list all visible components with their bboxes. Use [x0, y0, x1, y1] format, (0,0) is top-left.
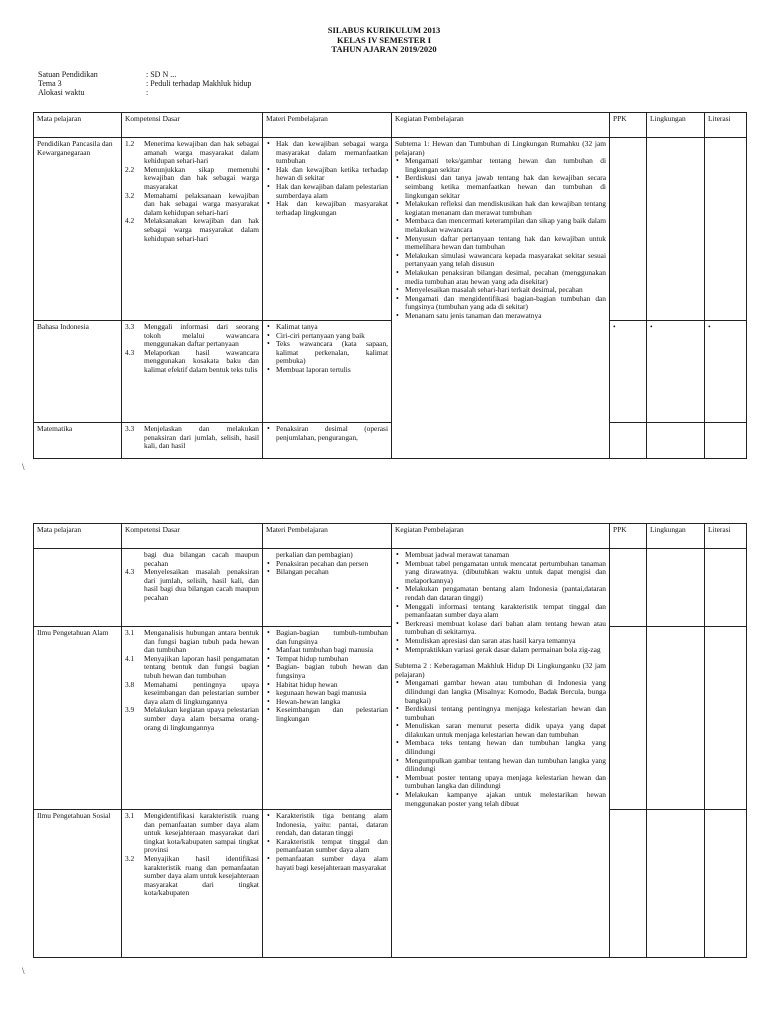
list-item: • Berdiskusi tentang pentingnya menjaga kelestarian hewan dan tumbuhan: [395, 705, 606, 722]
list-item: • Hak dan kewajiban dalam pelestarian sumberdaya alam: [266, 183, 388, 200]
list-item: • Membuat jadwal merawat tanaman: [395, 551, 606, 560]
col-header-lingkungan: Lingkungan: [647, 524, 705, 549]
identity-block: [38, 70, 251, 97]
lingkungan-pkn: [647, 138, 705, 321]
list-item: • Mengumpulkan gambar tentang hewan dan tumbuhan langka yang dilindungi: [395, 757, 606, 774]
document-title: [0, 26, 768, 55]
list-item: • Karakteristik tiga bentang alam Indonesia, yaitu: pantai, dataran rendah, dan dataran tinggi: [266, 812, 388, 838]
list-item: • Mengamati teks/gambar tentang hewan dan tumbuhan di lingkungan sekitar: [395, 157, 606, 174]
list-item: • Mempraktikkan variasi gerak dasar dalam permainan bola zig-zag: [395, 646, 606, 655]
lingkungan-mtk: [647, 423, 705, 459]
materi-bindo: [263, 321, 392, 423]
ppk-mtk-cont: [610, 549, 647, 627]
list-item: • Hak dan kewajiban masyarakat terhadap lingkungan: [266, 200, 388, 217]
list-item: • Melakukan simulasi wawancara kepada masyarakat sekitar sesuai pertanyaan yang telah disusun: [395, 252, 606, 269]
list-item: • Menggali informasi tentang karakteristik tempat tinggal dan pemanfaatan sumber daya alam: [395, 603, 606, 620]
subject-pkn: Pendidikan Pancasila dan Kewarganegaraan: [34, 138, 122, 321]
kd-ips: 3.1 Mengidentifikasi karakteristik ruang dan pemanfaatan sumber daya alam untuk kesejahteraan masyarakat dari tingkat kota/kabupaten sampai tingkat provinsi 3.2 Menyajikan hasil identifikasi karakteristik ruang dan pemanfaatan sumber daya alam untuk kesejahteraan masyarakat dari tingkat kota/kabupaten: [122, 810, 263, 958]
kd-pkn: 1.2 Menerima kewajiban dan hak sebagai amanah warga masyarakat dalam kehidupan sehari-hari 2.2 Menunjukkan sikap memenuhi kewajiban dan hak sebagai warga masyarakat 3.2 Memahami pelaksanaan kewajiban dan hak sebagai warga masyarakat dalam kehidupan sehari-hari 4.2 Melaksanakan kewajiban dan hak sebagai warga masyarakat dalam kehidupan sehari-hari: [122, 138, 263, 321]
materi-pkn: [263, 138, 392, 321]
kegiatan-page1: [392, 138, 610, 459]
list-item: • kegunaan hewan bagi manusia: [266, 689, 388, 698]
list-item: • Hak dan kewajiban ketika terhadap hewan di sekitar: [266, 166, 388, 183]
list-item: • Teks wawancara (kata sapaan, kalimat perkenalan, kalimat pembuka): [266, 340, 388, 366]
subject-mtk: Matematika: [34, 423, 122, 459]
list-item: • Menuliskan apresiasi dan saran atas hasil karya temannya: [395, 637, 606, 646]
kd-mtk-cont: bagi dua bilangan cacah maupun pecahan 4.3 Menyelesaikan masalah penaksiran dari jumlah, selisih, hasil kali, dan hasil bagi dua bilangan cacah maupun pecahan: [122, 549, 263, 627]
col-header-kegiatan: Kegiatan Pembelajaran: [392, 524, 610, 549]
list-item: • Menuliskan saran menurut peserta didik upaya yang dapat dilakukan untuk menjaga kelestarian hewan dan tumbuhan: [395, 722, 606, 739]
page-mark: \: [22, 966, 25, 976]
subject-bindo: Bahasa Indonesia: [34, 321, 122, 423]
table-row-mtk: [34, 423, 747, 459]
col-header-subject: Mata pelajaran: [34, 113, 122, 138]
list-item: • Membaca dan mencermati keterampilan dan sikap yang baik dalam melakukan wawancara: [395, 217, 606, 234]
col-header-subject: Mata pelajaran: [34, 524, 122, 549]
col-header-ppk: PPK: [610, 524, 647, 549]
list-item: • Membuat laporan tertulis: [266, 366, 388, 375]
col-header-materi: Materi Pembelajaran: [263, 113, 392, 138]
list-item: • Melakukan kampanye ajakan untuk melestarikan hewan menggunakan poster yang telah dibuat: [395, 791, 606, 808]
header-row: [34, 524, 747, 549]
materi-mtk: [263, 423, 392, 459]
ppk-pkn: [610, 138, 647, 321]
col-header-ppk: PPK: [610, 113, 647, 138]
subtheme-2-title: Subtema 2 : Keberagaman Makhluk Hidup Di Lingkunganku (32 jam pelajaran): [395, 661, 606, 679]
list-item: • Membuat poster tentang upaya menjaga kelestarian hewan dan tumbuhan langka dan dilindungi: [395, 774, 606, 791]
theme-label: Tema 3: [38, 79, 62, 88]
col-header-literasi: Literasi: [705, 524, 747, 549]
list-item: • Mengamati gambar hewan atau tumbuhan di Indonesia yang dilindungi dan langka (Misalnya: Komodo, Badak Bercula, bunga bangkai): [395, 679, 606, 705]
list-item: • Karakteristik tempat tinggal dan pemanfaatan sumber daya alam: [266, 838, 388, 855]
literasi-ips: [705, 810, 747, 958]
list-item: • Tempat hidup tumbuhan: [266, 655, 388, 664]
list-item: • Membaca teks tentang hewan dan tumbuhan langka yang dilindungi: [395, 739, 606, 756]
materi-ips: [263, 810, 392, 958]
subtheme-1-title: Subtema 1: Hewan dan Tumbuhan di Lingkungan Rumahku (32 jam pelajaran): [395, 139, 606, 157]
page-mark: \: [22, 462, 25, 472]
table-row-pkn: [34, 138, 747, 321]
list-item: • Menyelesaikan masalah sehari-hari terkait desimal, pecahan: [395, 286, 606, 295]
col-header-lingkungan: Lingkungan: [647, 113, 705, 138]
col-header-kd: Kompetensi Dasar: [122, 113, 263, 138]
school-label: Satuan Pendidikan: [38, 70, 98, 79]
list-item: • Berdiskusi dan tanya jawab tentang hak dan kewajiban secara seimbang ketika memanfaatkan hewan dan tumbuhan di lingkungan sekitar: [395, 174, 606, 200]
list-item: • Bagian- bagian tubuh hewan dan fungsinya: [266, 663, 388, 680]
ppk-ipa: [610, 627, 647, 810]
col-header-materi: Materi Pembelajaran: [263, 524, 392, 549]
kd-mtk: 3.3 Menjelaskan dan melakukan penaksiran dari jumlah, selisih, hasil kali, dan hasil: [122, 423, 263, 459]
list-item: • Berkreasi membuat kolase dari bahan alam tentang hewan atau tumbuhan di sekitarnya.: [395, 620, 606, 637]
list-item: • Hewan-hewan langka: [266, 698, 388, 707]
list-item: • Keseimbangan dan pelestarian lingkungan: [266, 706, 388, 723]
list-item: • Bilangan pecahan: [266, 568, 388, 577]
title-line-3: TAHUN AJARAN 2019/2020: [331, 44, 437, 54]
ppk-ips: [610, 810, 647, 958]
school-value: : SD N ...: [146, 70, 177, 79]
list-item: • Penaksiran pecahan dan persen: [266, 560, 388, 569]
table-row-mtk-cont: [34, 549, 747, 627]
list-item: • Habitat hidup hewan: [266, 681, 388, 690]
list-item: • Manfaat tumbuhan bagi manusia: [266, 646, 388, 655]
kegiatan-page2: [392, 549, 610, 958]
literasi-mtk-cont: [705, 549, 747, 627]
materi-mtk-cont: perkalian dan pembagian) • Penaksiran pecahan dan persen • Bilangan pecahan: [263, 549, 392, 627]
list-item: • Melakukan penaksiran bilangan desimal, pecahan (menggunakan media tumbuhan atau hewan yang ada disekitar): [395, 269, 606, 286]
kd-ipa: 3.1 Menganalisis hubungan antara bentuk dan fungsi bagian tubuh pada hewan dan tumbuhan 4.1 Menyajikan laporan hasil pengamatan tentang bentuk dan fungsi bagian tubuh hewan dan tumbuhan 3.8 Memahami pentingnya upaya keseimbangan dan pelestarian sumber daya alam di lingkungannya 3.9 Melakukan kegiatan upaya pelestarian sumber daya alam bersama orang-orang di lingkungannya: [122, 627, 263, 810]
title-line-2: KELAS IV SEMESTER I: [336, 34, 432, 45]
lingkungan-ipa: [647, 627, 705, 810]
literasi-ipa: [705, 627, 747, 810]
lingkungan-mtk-cont: [647, 549, 705, 627]
time-value: :: [146, 88, 149, 97]
list-item: • Kalimat tanya: [266, 323, 388, 332]
list-item: • Melakukan refleksi dan mendiskusikan hak dan kewajiban tentang kegiatan menanam dan merawat tumbuhan: [395, 200, 606, 217]
subject-ipa: Ilmu Pengetahuan Alam: [34, 627, 122, 810]
list-item: • Mengamati dan mengidentifikasi bagian-bagian tumbuhan dan fungsinya (tumbuhan yang ada di sekitar): [395, 295, 606, 312]
col-header-kd: Kompetensi Dasar: [122, 524, 263, 549]
header-row: [34, 113, 747, 138]
ppk-mtk: [610, 423, 647, 459]
col-header-kegiatan: Kegiatan Pembelajaran: [392, 113, 610, 138]
lingkungan-ips: [647, 810, 705, 958]
materi-ipa: [263, 627, 392, 810]
literasi-mtk: [705, 423, 747, 459]
list-item: • Membuat tabel pengamatan untuk mencatat pertumbuhan tanaman yang dirawatnya. (dibutuhkan waktu untuk dapat mengisi dan melaporkannya): [395, 560, 606, 586]
list-item: • Bagian-bagian tumbuh-tumbuhan dan fungsinya: [266, 629, 388, 646]
lingkungan-bindo: •: [647, 321, 705, 423]
list-item: • Menanam satu jenis tanaman dan merawatnya: [395, 312, 606, 321]
table-row-ipa: [34, 627, 747, 810]
subject-mtk-cont: [34, 549, 122, 627]
kd-bindo: 3.3 Menggali informasi dari seorang tokoh melalui wawancara menggunakan daftar pertanyaan 4.3 Melaporkan hasil wawancara menggunakan kosakata baku dan kalimat efektif dalam bentuk teks tulis: [122, 321, 263, 423]
list-item: • Ciri-ciri pertanyaan yang baik: [266, 332, 388, 341]
list-item: • Menyusun daftar pertanyaan tentang hak dan kewajiban untuk memelihara hewan dan tumbuhan: [395, 235, 606, 252]
title-line-1: SILABUS KURIKULUM 2013: [327, 25, 441, 35]
col-header-literasi: Literasi: [705, 113, 747, 138]
list-item: • Melakukan pengamatan bentang alam Indonesia (pantai,dataran rendah dan dataran tinggi): [395, 585, 606, 602]
syllabus-table-2: [33, 523, 747, 958]
list-item: • Penaksiran desimal (operasi penjumlahan, pengurangan,: [266, 425, 388, 442]
ppk-bindo: •: [610, 321, 647, 423]
table-row-ips: [34, 810, 747, 958]
literasi-bindo: •: [705, 321, 747, 423]
list-item: • pemanfaatan sumber daya alam hayati bagi kesejahteraan masyarakat: [266, 855, 388, 872]
syllabus-table-1: [33, 112, 747, 459]
list-item: • Hak dan kewajiban sebagai warga masyarakat dalam memanfaatkan tumbuhan: [266, 140, 388, 166]
theme-value: : Peduli terhadap Makhluk hidup: [146, 79, 252, 88]
time-label: Alokasi waktu: [38, 88, 85, 97]
literasi-pkn: [705, 138, 747, 321]
subject-ips: Ilmu Pengetahuan Sosial: [34, 810, 122, 958]
table-row-bindo: [34, 321, 747, 423]
